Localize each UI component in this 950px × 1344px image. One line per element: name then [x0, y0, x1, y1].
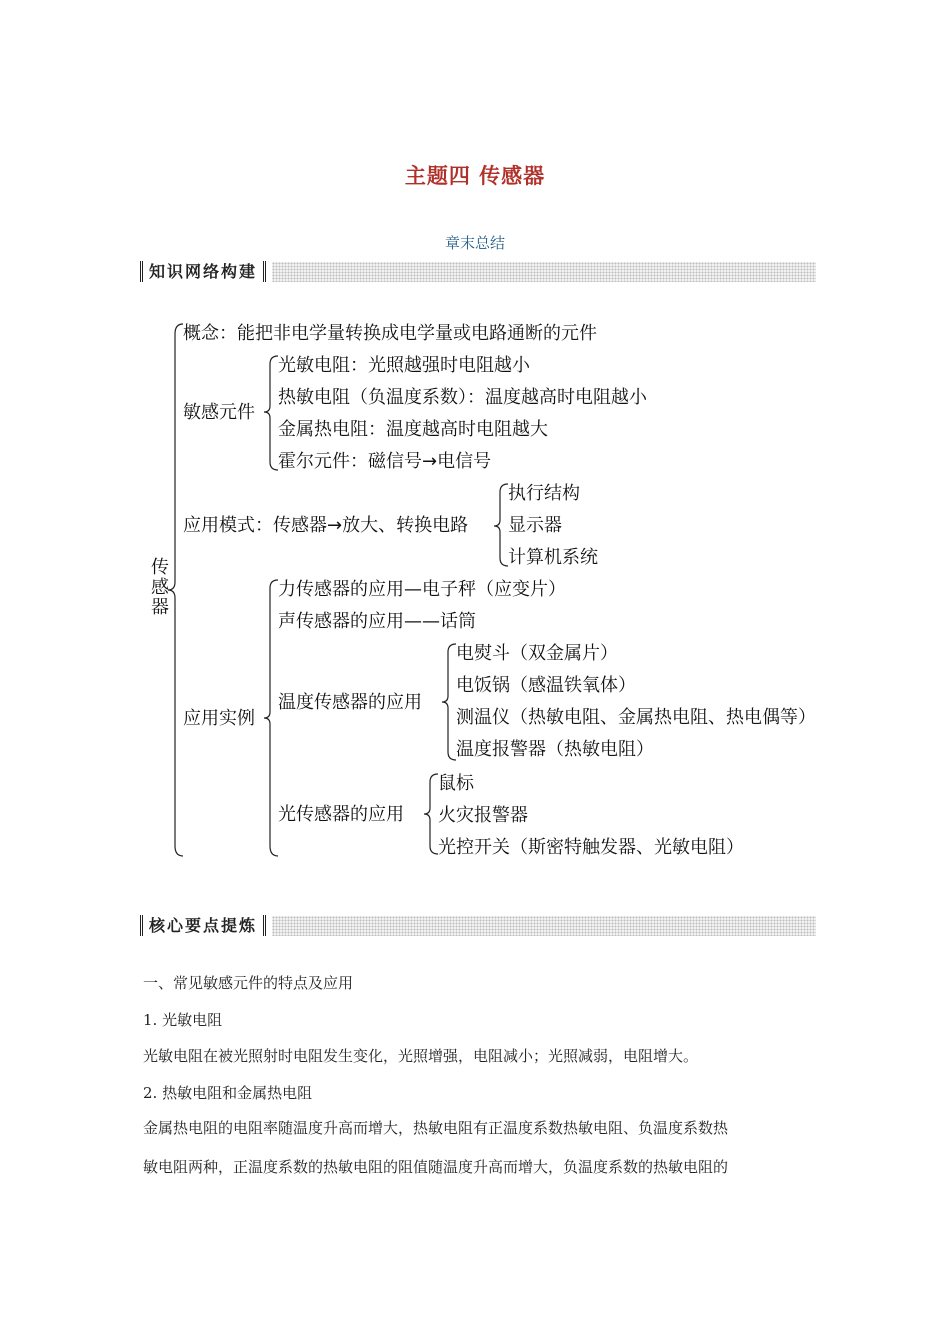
brace-examples — [264, 580, 278, 856]
brace-sensitive — [264, 356, 278, 470]
brace-root — [168, 324, 183, 856]
body-heading: 一、常见敏感元件的特点及应用 — [143, 974, 354, 992]
node-light-item: 光控开关（斯密特触发器、光敏电阻） — [438, 837, 744, 858]
section-label-network: 知识网络构建 — [140, 261, 266, 282]
node-sensitive-item: 金属热电阻：温度越高时电阻越大 — [278, 419, 548, 440]
node-force-sensor: 力传感器的应用—电子秤（应变片） — [278, 579, 566, 600]
section-label-points: 核心要点提炼 — [140, 915, 266, 936]
node-concept: 概念：能把非电学量转换成电学量或电路通断的元件 — [183, 323, 597, 344]
mindmap-root: 传感器 — [151, 557, 169, 618]
chapter-summary-subtitle: 章末总结 — [444, 234, 505, 252]
node-mode-item: 显示器 — [508, 515, 562, 536]
node-sensitive: 敏感元件 — [183, 402, 255, 423]
body-paragraph-line: 敏电阻两种，正温度系数的热敏电阻的阻值随温度升高而增大，负温度系数的热敏电阻的 — [143, 1158, 729, 1176]
page-title: 主题四 传感器 — [404, 164, 546, 188]
section-header-points — [140, 916, 816, 936]
brace-temp — [442, 644, 456, 760]
brace-mode — [494, 484, 508, 566]
node-temp-sensor: 温度传感器的应用 — [278, 692, 422, 713]
node-temp-item: 温度报警器（热敏电阻） — [456, 739, 654, 760]
node-mode: 应用模式：传感器→放大、转换电路 — [183, 515, 469, 536]
node-light-item: 鼠标 — [438, 773, 474, 794]
node-sound-sensor: 声传感器的应用——话筒 — [278, 611, 476, 632]
node-light-item: 火灾报警器 — [438, 805, 528, 826]
section-dotted-rule — [272, 916, 816, 936]
node-examples: 应用实例 — [183, 708, 255, 729]
node-sensitive-item: 霍尔元件：磁信号→电信号 — [278, 451, 492, 472]
node-temp-item: 电熨斗（双金属片） — [456, 643, 618, 664]
node-sensitive-item: 热敏电阻（负温度系数）：温度越高时电阻越小 — [278, 387, 647, 408]
node-sensitive-item: 光敏电阻：光照越强时电阻越小 — [278, 355, 530, 376]
node-mode-item: 执行结构 — [508, 483, 580, 504]
body-paragraph: 光敏电阻在被光照射时电阻发生变化，光照增强，电阻减小；光照减弱，电阻增大。 — [143, 1047, 699, 1065]
body-paragraph-line: 金属热电阻的电阻率随温度升高而增大，热敏电阻有正温度系数热敏电阻、负温度系数热 — [143, 1119, 729, 1137]
node-light-sensor: 光传感器的应用 — [278, 804, 404, 825]
node-mode-item: 计算机系统 — [508, 547, 598, 568]
node-temp-item: 电饭锅（感温铁氧体） — [456, 675, 636, 696]
body-subheading: 1. 光敏电阻 — [143, 1011, 223, 1029]
brace-light — [424, 774, 438, 854]
node-temp-item: 测温仪（热敏电阻、金属热电阻、热电偶等） — [456, 707, 816, 728]
body-subheading: 2. 热敏电阻和金属热电阻 — [143, 1084, 313, 1102]
